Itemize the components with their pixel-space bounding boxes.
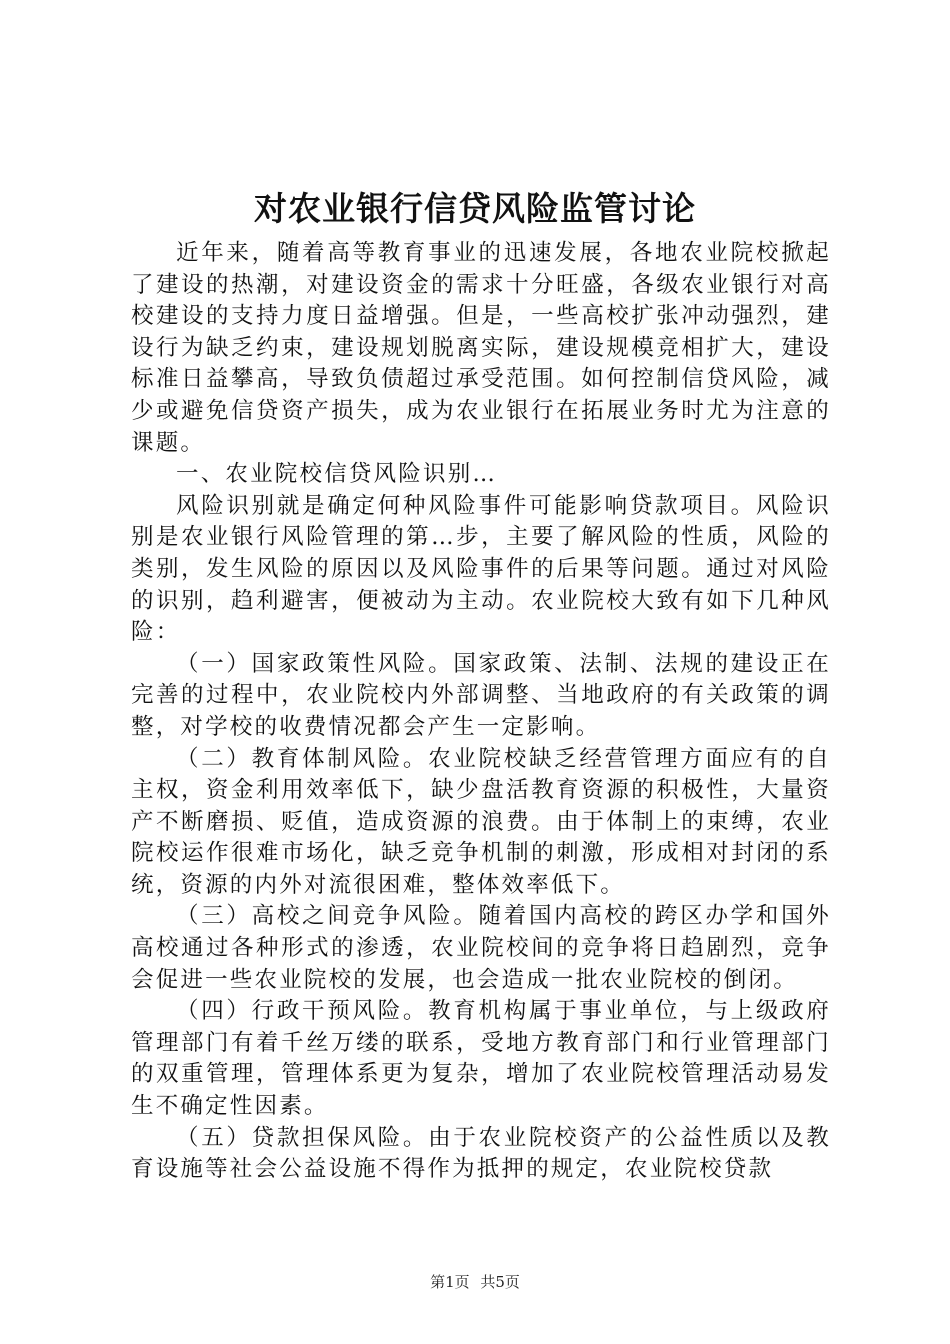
paragraph-policy-risk: （一）国家政策性风险。国家政策、法制、法规的建设正在完善的过程中，农业院校内外部调整、当地政府的有关政策的调整，对学校的收费情况都会产生一定影响。: [131, 650, 831, 740]
section-heading: 一、农业院校信贷风险识别…: [176, 461, 498, 488]
paragraph-guarantee-risk: （五）贷款担保风险。由于农业院校资产的公益性质以及教育设施等社会公益设施不得作为抵押的规定，农业院校贷款: [131, 1124, 831, 1183]
paragraph-administrative-risk: （四）行政干预风险。教育机构属于事业单位，与上级政府管理部门有着千丝万缕的联系，受地方教育部门和行业管理部门的双重管理，管理体系更为复杂，增加了农业院校管理活动易发生不确定性因素。: [131, 998, 831, 1120]
paragraph-education-system-risk: （二）教育体制风险。农业院校缺乏经营管理方面应有的自主权，资金利用效率低下，缺少盘活教育资源的积极性，大量资产不断磨损、贬值，造成资源的浪费。由于体制上的束缚，农业院校运作很难市场化，缺乏竞争机制的刺激，形成相对封闭的系统，资源的内外对流很困难，整体效率低下。: [131, 745, 831, 898]
page-total: 共5页: [480, 1273, 520, 1291]
page-footer: [0, 1272, 950, 1292]
document-title: 对农业银行信贷风险监管讨论: [254, 189, 696, 228]
document-body: [131, 238, 831, 1186]
paragraph-competition-risk: （三）高校之间竞争风险。随着国内高校的跨区办学和国外高校通过各种形式的渗透，农业院校间的竞争将日趋剧烈，竞争会促进一些农业院校的发展，也会造成一批农业院校的倒闭。: [131, 903, 831, 993]
page-number: 第1页: [430, 1273, 470, 1291]
paragraph-risk-identification: 风险识别就是确定何种风险事件可能影响贷款项目。风险识别是农业银行风险管理的第…步，主要了解风险的性质，风险的类别，发生风险的原因以及风险事件的后果等问题。通过对风险的识别，趋利避害，便被动为主动。农业院校大致有如下几种风险：: [131, 492, 831, 646]
paragraph-intro: 近年来，随着高等教育事业的迅速发展，各地农业院校掀起了建设的热潮，对建设资金的需求十分旺盛，各级农业银行对高校建设的支持力度日益增强。但是，一些高校扩张冲动强烈，建设行为缺乏约束，建设规划脱离实际，建设规模竞相扩大，建设标准日益攀高，导致负债超过承受范围。如何控制信贷风险，减少或避免信贷资产损失，成为农业银行在拓展业务时尤为注意的课题。: [131, 240, 831, 456]
